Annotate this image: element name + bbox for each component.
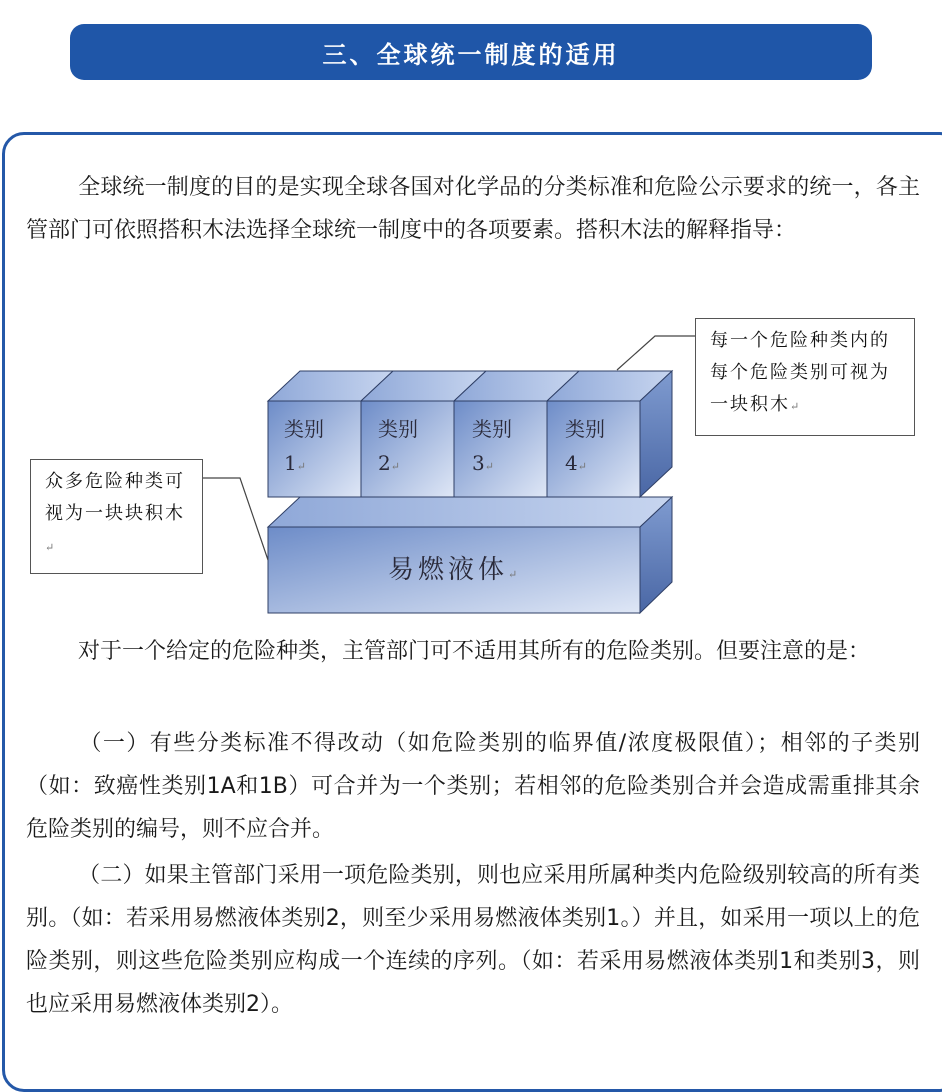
category-label-3: 类别 3↵ (472, 417, 512, 475)
paragraph-4: （二）如果主管部门采用一项危险类别，则也应采用所属种类内危险级别较高的所有类别。（如：若采用易燃液体类别2，则至少采用易燃液体类别1。）并且，如采用一项以上的危险类别，则这些危险类别应构成一个连续的序列。（如：若采用易燃液体类别1和类别3，则也应采用易燃液体类别2）。 (26, 863, 920, 1017)
category-label-2: 类别 2↵ (378, 417, 418, 475)
paragraph-3: （一）有些分类标准不得改动（如危险类别的临界值/浓度极限值）；相邻的子类别（如：致癌性类别1A和1B）可合并为一个类别；若相邻的危险类别合并会造成需重排其余危险类别的编号，则不应合并。 (26, 731, 920, 842)
section-title: 三、全球统一制度的适用 (322, 40, 620, 69)
category-label-4: 类别 4↵ (565, 417, 605, 475)
connector-line-left (203, 478, 268, 560)
note-right: 每一个危险种类内的每个危险类别可视为一块积木↵ (695, 318, 915, 436)
intro-text: 全球统一制度的目的是实现全球各国对化学品的分类标准和危险公示要求的统一，各主管部门可依照搭积木法选择全球统一制度中的各项要素。搭积木法的解释指导： (26, 175, 920, 243)
connector-line-right (617, 336, 695, 370)
paragraph-2: 对于一个给定的危险种类，主管部门可不适用其所有的危险类别。但要注意的是： (78, 639, 871, 664)
note-left: 众多危险种类可视为一块块积木↵ (30, 459, 203, 574)
base-label: 易燃液体↵ (388, 555, 522, 585)
category-label-1: 类别 1↵ (284, 417, 324, 475)
